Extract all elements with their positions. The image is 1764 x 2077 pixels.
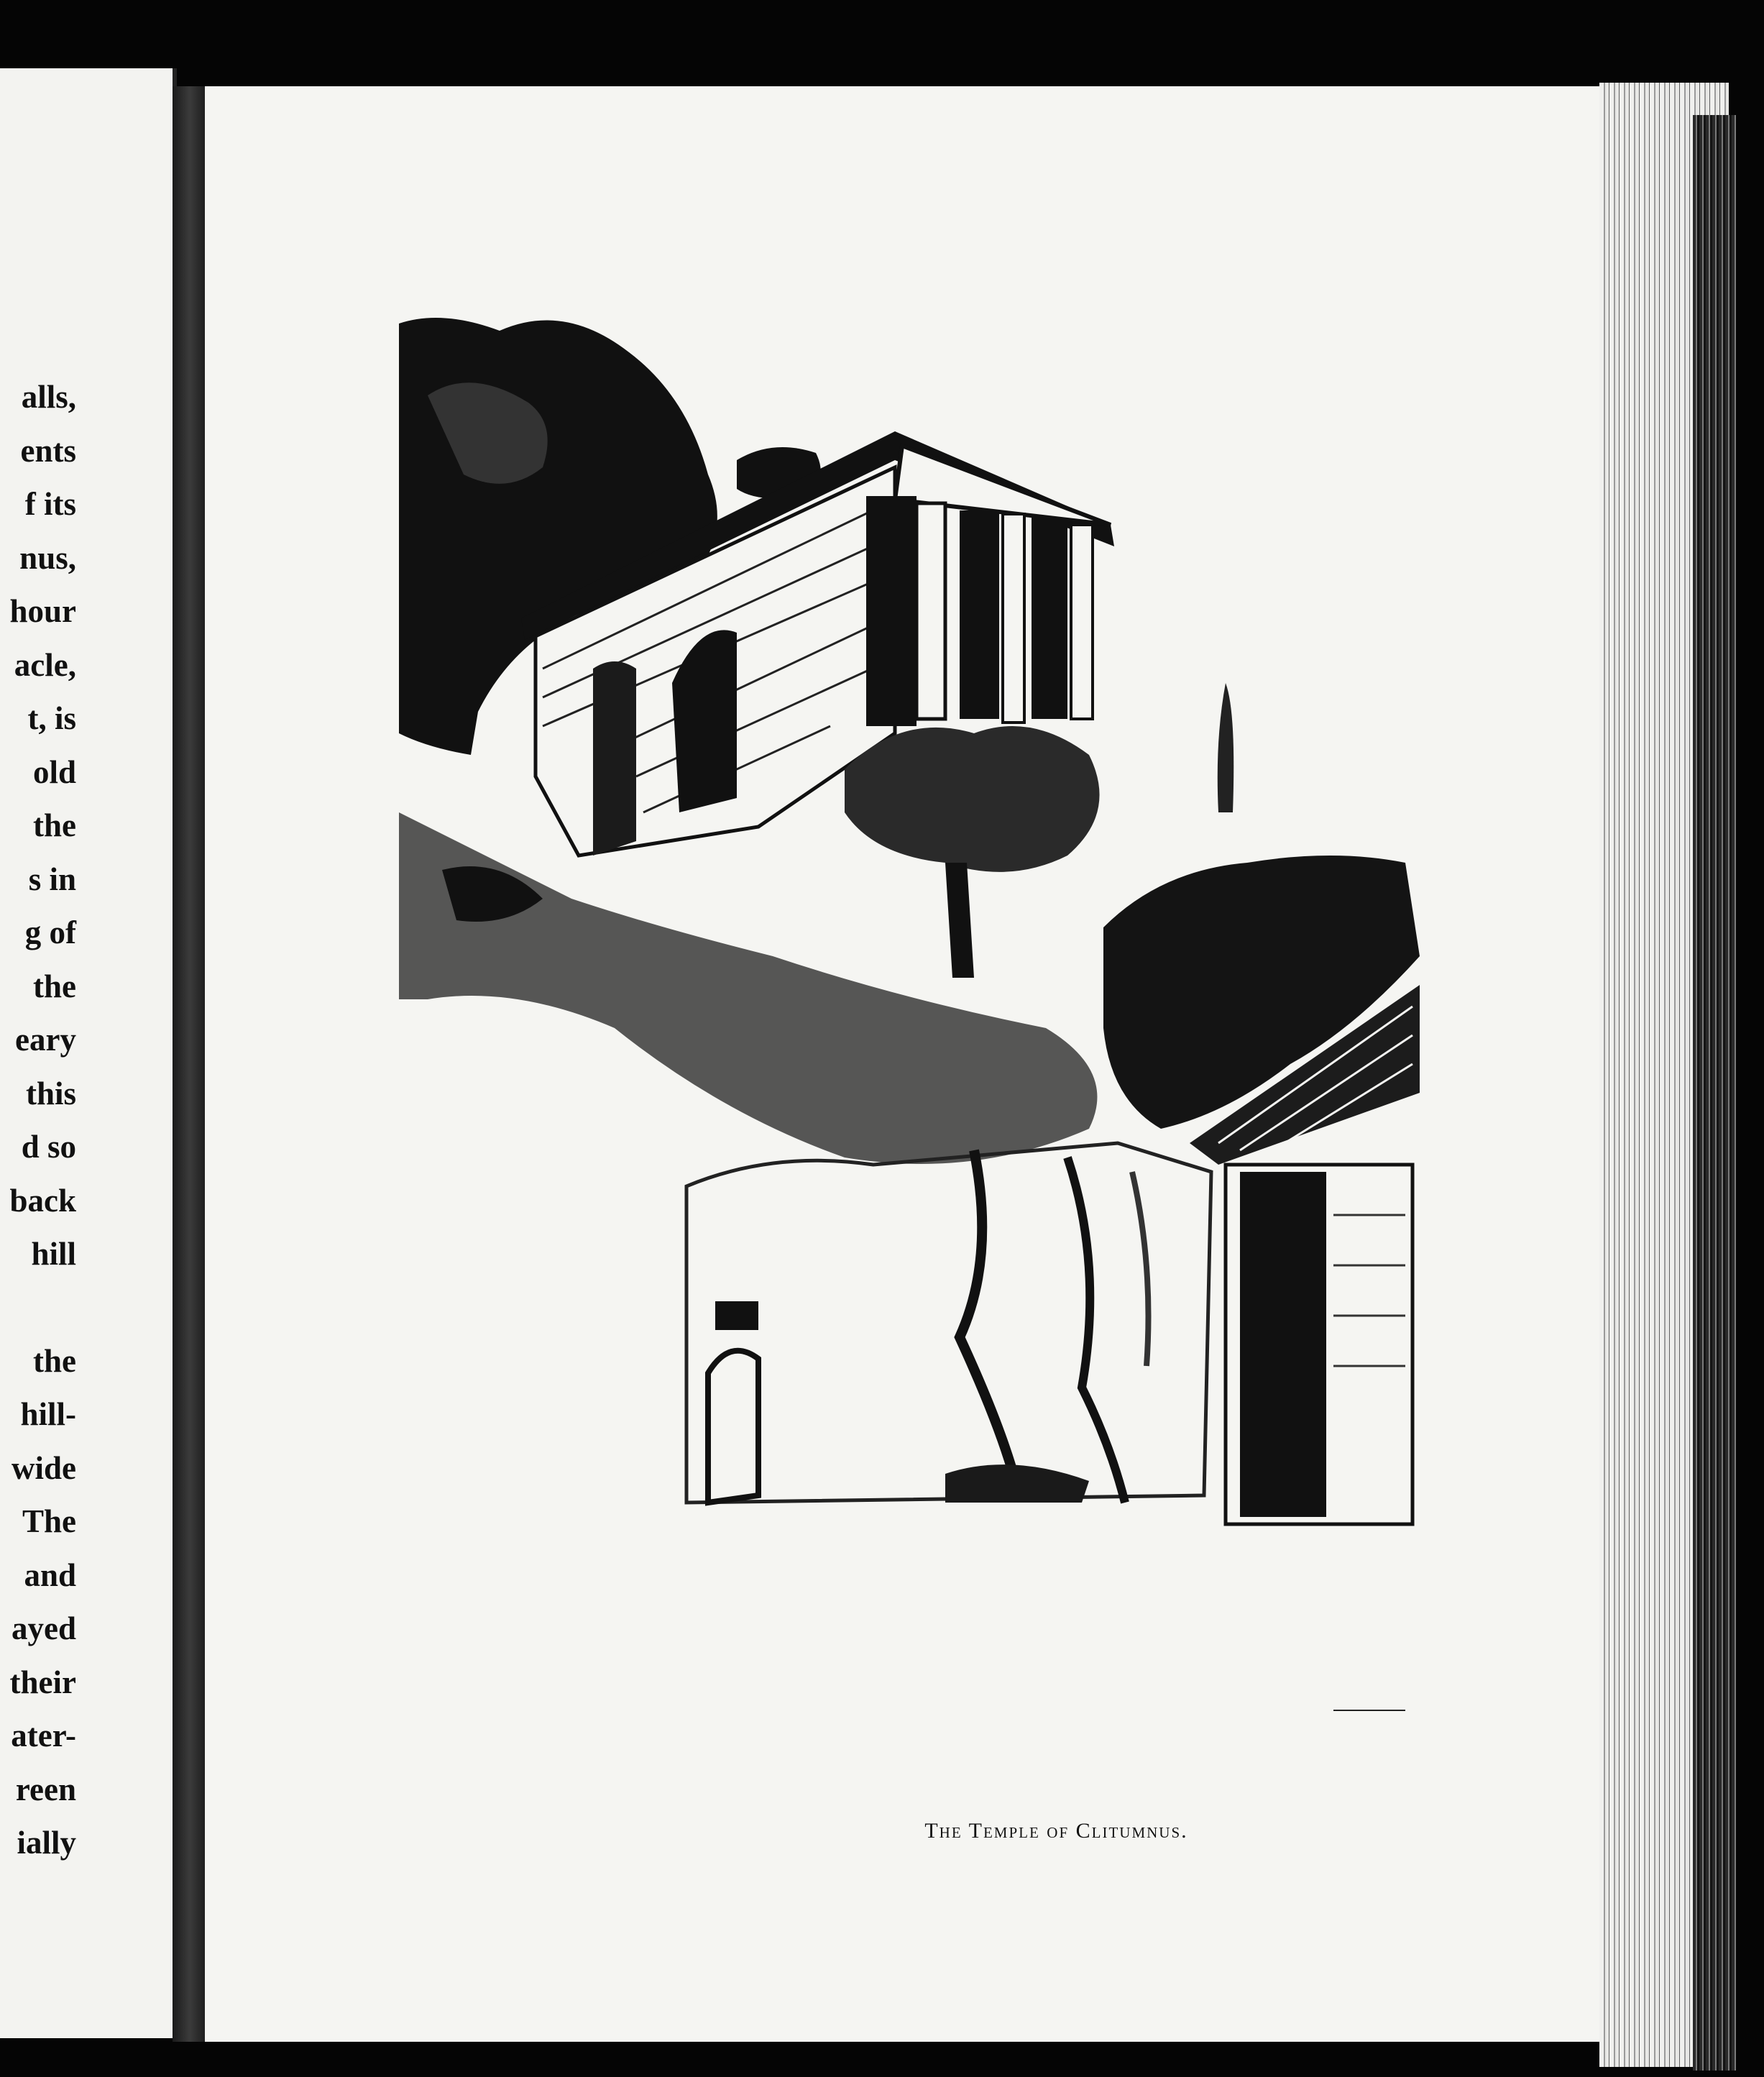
text-line: ayed [12,1610,76,1646]
text-line: t, is [27,700,76,736]
text-line: their [9,1664,76,1700]
text-line: hour [9,593,76,629]
text-line: f its [24,486,76,522]
temple-illustration [399,309,1420,1711]
text-line: the [33,968,76,1004]
text-line: alls, [21,379,76,415]
text-line: s in [28,861,76,897]
text-line: this [25,1075,76,1111]
left-page [0,68,177,2038]
illustration-caption [0,1819,1764,1843]
text-line: acle, [14,646,76,683]
text-line: and [24,1556,76,1593]
text-line: ially [17,1825,76,1861]
page-edges-shadow [1693,115,1736,2071]
text-line: back [9,1182,76,1219]
paragraph-gap [0,1281,76,1334]
text-line: the [33,807,76,843]
text-line: old [32,753,76,790]
left-page-text [0,370,76,1870]
text-line: the [33,1342,76,1379]
text-line: The [22,1503,76,1539]
text-line: wide [12,1449,76,1486]
text-line: hill- [20,1396,76,1432]
caption-text: The Temple of Clitumnus. [924,1819,1188,1843]
text-line: ents [20,432,76,469]
text-line: hill [31,1236,76,1272]
text-line: eary [15,1022,76,1058]
text-line: g of [24,914,76,950]
text-line: d so [21,1129,76,1165]
text-line: ater- [11,1718,76,1753]
text-line: reen [15,1771,76,1807]
text-line: nus, [19,539,76,576]
